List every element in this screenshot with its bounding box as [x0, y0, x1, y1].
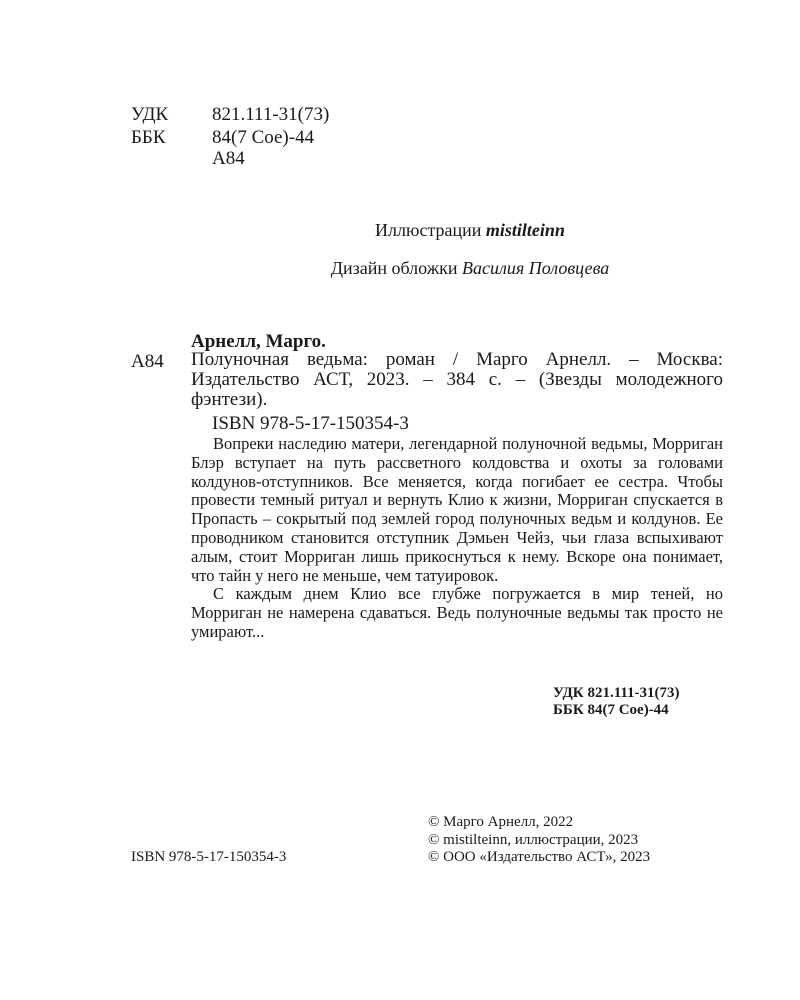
cover-designer-name: Василия Половцева	[462, 258, 610, 278]
bbk-bold: ББК 84(7 Сое)-44	[553, 702, 669, 718]
illustrations-credit	[70, 220, 800, 241]
cover-design-prefix: Дизайн обложки	[330, 258, 458, 278]
bbk-label: ББК	[131, 127, 166, 148]
record-description: Полуночная ведьма: роман / Марго Арнелл. – Москва: Издательство АСТ, 2023. – 384 с. – (Звезды молодежного фэнтези).	[191, 349, 723, 410]
record-author-mark: А84	[131, 351, 164, 372]
udk-value: 821.111-31(73)	[212, 104, 330, 125]
copyright-author: © Марго Арнелл, 2022	[428, 814, 574, 830]
annotation-paragraph: Вопреки наследию матери, легендарной полуночной ведьмы, Морриган Блэр вступает на путь рассветного колдовства и охоты за головами колдунов-отступников. Все меняется, когда погибает ее сестра. Чтобы провести темный ритуал и вернуть Клио к жизни, Морриган спускается в Пропасть – сокрытый под землей город полуночных ведьм и колдунов. Ее проводником становится отступник Дэмьен Чейз, чьи глаза вспыхивают алым, стоит Морриган лишь прикоснуться к нему. Вскоре она понимает, что тайн у него не меньше, чем татуировок.	[191, 434, 723, 585]
cover-design-credit	[70, 258, 800, 279]
author-mark: А84	[212, 148, 245, 169]
copyright-illustrations: © mistilteinn, иллюстрации, 2023	[428, 832, 639, 848]
footer-isbn: ISBN 978-5-17-150354-3	[131, 849, 287, 865]
udk-bold: УДК 821.111-31(73)	[553, 685, 680, 701]
record-isbn: ISBN 978-5-17-150354-3	[212, 413, 409, 434]
annotation-paragraph: С каждым днем Клио все глубже погружается в мир теней, но Морриган не намерена сдаваться. Ведь полуночные ведьмы так просто не умирают...	[191, 584, 723, 641]
record-author: Арнелл, Марго.	[191, 331, 326, 352]
bbk-value: 84(7 Сое)-44	[212, 127, 315, 148]
illustrator-name: mistilteinn	[485, 220, 565, 240]
udk-label: УДК	[131, 104, 169, 125]
annotation	[191, 435, 723, 642]
copyright-publisher: © ООО «Издательство АСТ», 2023	[428, 849, 651, 865]
illustrations-prefix: Иллюстрации	[375, 220, 482, 240]
